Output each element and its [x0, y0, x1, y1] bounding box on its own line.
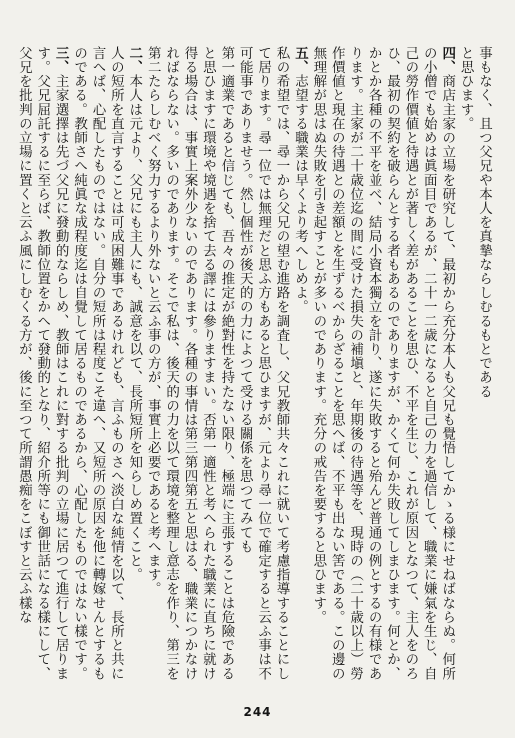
section-heading: 本人は元より、父兄にも主人にも、誠意を以て、長所短所を知らしめ置くこと。 — [126, 74, 143, 582]
paragraph-text: と思ひます。 — [457, 46, 474, 131]
numbered-paragraph — [14, 46, 69, 688]
paragraph-text: 第一適業であると信じても、吾々の推定が絶對性を持たない限り、極端に主張することは危險であると思ひますに環境や境遇を捨て去る譯には參りますまい。否第一適性と考へられた職業に直ちに就け得る場合は、事實上案外少ないのであります。各種の事情は第三第四第五と思はる、職業につかなければならない。多いのであります。そこで私は、後天的の力を以て環境を整理し意志を作り、第三を第二たらしむべく努力するより外ないと云ふ事の方が、事實上必要であると考へます。 — [144, 46, 235, 681]
section-number: 四、 — [439, 46, 456, 75]
paragraph-text: 私の希望では、尋一から父兄の望む進路を調査し、父兄教師共々これに就いて考慮指導することにして居ります。尋一位では無理だと思ふ方もあると思ひますが、元より尋一位で確定すると云ふ事は不可能事でありませう。然し個性が後天的の力によつて受ける關係を思つてみても — [236, 46, 290, 681]
paragraph-text: 人の短所を直言することは可成困難事であるけれども、言ふものさへ淡白な純情を以て、長所と共に言へば、心配したものではない。自分の短所は程度こそ違へ、又短所の原因を他に轉嫁せんとするものである。教師さへ純眞な成程度迄は自覺して居るものであるから、心配したものではない樣です。 — [71, 46, 124, 681]
paragraph — [456, 46, 474, 688]
paragraph — [70, 46, 125, 688]
paragraph — [475, 46, 493, 688]
numbered-paragraph — [125, 46, 143, 688]
section-number: 二、 — [126, 46, 143, 75]
section-number: 三、 — [52, 46, 69, 75]
paragraph-text: 商店主家の立場を研究して、最初から充分本人も父兄も覺悟してかゝる様にせねばならぬ。何所の小僧でも始めは眞面目であるが、二十一二歳になると自己の力を過信して、職業に嫌氣を生じ、自己の勞作價値と待遇とが著しく差があることを思ひ、不平を生じ、これが原因となつて、主人をのろひ、最初の契約を破らんとする者もあるのでありますが、かくて何か失敗してしまひます。何とか、かとか各種の不平を並べ、結局小資本獨立を計り、遂に失敗すると殆んど普通の例とするの有様であります。主家が二十歳位迄の間に受けた損失の補塡と、年期後の待遇等を、現時の（二十歳以上）勞作價値と現在の待遇との差額とを生ずるべからざることを思へば、不平も出ない筈である。この邊の無理解が思はぬ失敗を引き起すことが多いのであります。充分の戒告を要すると思ひます。 — [310, 46, 456, 681]
numbered-paragraph — [291, 46, 309, 688]
paragraph-text: 主家選擇は先づ父兄に發動的ならしめ、教師はこれに對する批判の立場に居つて進行して居ります。父兄屈託するに至らば、教師位置をかへて發動的となり、紹介所等にも御世話になる樣にして、父兄を批判の立場に置くと云ふ風にしむくる方が、後に至つて所謂愚痴をこぼすと云ふ樣な — [15, 46, 69, 681]
section-heading: 志望する職業は早くより考へしめよ。 — [291, 74, 308, 314]
paragraph — [235, 46, 290, 688]
paragraph-text: 事もなく、且つ父兄や本人を真摯ならしむるもとである — [476, 46, 492, 399]
paragraph — [143, 46, 235, 688]
section-number: 五、 — [291, 46, 308, 75]
page-number: 244 — [243, 705, 272, 719]
vertical-text-body — [15, 46, 493, 688]
numbered-paragraph — [309, 46, 456, 688]
